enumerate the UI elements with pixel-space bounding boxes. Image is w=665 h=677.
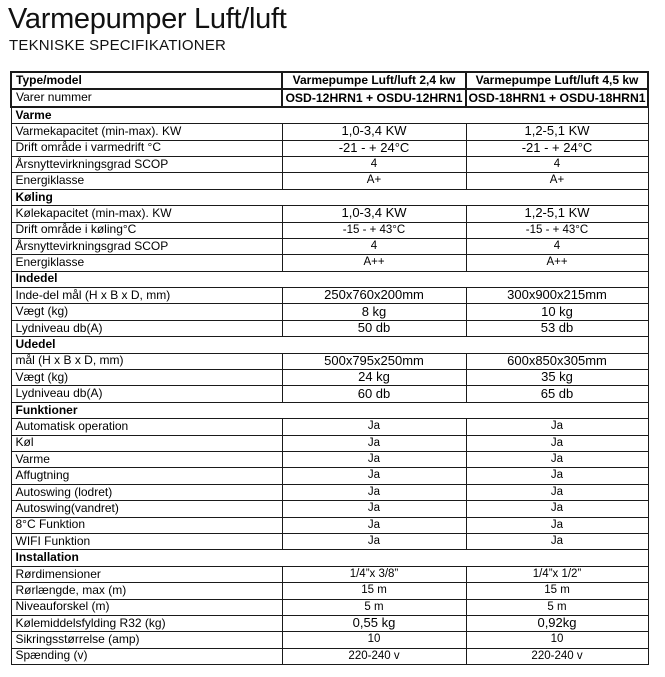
row-label: Lydniveau db(A) — [11, 386, 282, 402]
row-value-model-24kw: 4 — [282, 156, 466, 172]
row-label: Autoswing(vandret) — [11, 501, 282, 517]
row-value-model-45kw: 35 kg — [466, 370, 648, 386]
table-row — [11, 501, 648, 517]
row-value-model-24kw: A++ — [282, 255, 466, 271]
row-label: Energiklasse — [11, 255, 282, 271]
row-value-model-24kw: 250x760x200mm — [282, 288, 466, 304]
row-value-model-24kw: Ja — [282, 533, 466, 549]
row-value-model-24kw: A+ — [282, 173, 466, 189]
row-value-model-45kw: A++ — [466, 255, 648, 271]
row-value-model-24kw: 8 kg — [282, 304, 466, 320]
table-row — [11, 288, 648, 304]
row-value-model-45kw: 1/4”x 1/2” — [466, 566, 648, 582]
table-row — [11, 255, 648, 271]
row-label: Autoswing (lodret) — [11, 484, 282, 500]
section-row-installation — [11, 550, 648, 566]
row-value-model-24kw: 4 — [282, 238, 466, 254]
row-value-model-24kw: 10 — [282, 632, 466, 648]
row-value-model-45kw: Ja — [466, 533, 648, 549]
table-row — [11, 124, 648, 140]
table-row — [11, 206, 648, 222]
row-value-model-24kw: 0,55 kg — [282, 615, 466, 631]
table-row — [11, 484, 648, 500]
item-number-24kw: OSD-12HRN1 + OSDU-12HRN1 — [282, 89, 466, 106]
table-row — [11, 238, 648, 254]
row-value-model-45kw: Ja — [466, 435, 648, 451]
section-row-funktioner — [11, 402, 648, 418]
row-value-model-45kw: 300x900x215mm — [466, 288, 648, 304]
table-row — [11, 222, 648, 238]
row-label: Spænding (v) — [11, 648, 282, 664]
page-title: Varmepumper Luft/luft — [8, 3, 287, 35]
row-value-model-45kw: -15 - + 43°C — [466, 222, 648, 238]
row-value-model-24kw: 50 db — [282, 320, 466, 336]
row-value-model-45kw: 1,2-5,1 KW — [466, 206, 648, 222]
row-value-model-24kw: 24 kg — [282, 370, 466, 386]
row-label: Årsnyttevirkningsgrad SCOP — [11, 156, 282, 172]
section-row-varme — [11, 107, 648, 124]
row-value-model-24kw: Ja — [282, 419, 466, 435]
row-label: Sikringsstørrelse (amp) — [11, 632, 282, 648]
column-header-model-24kw: Varmepumpe Luft/luft 2,4 kw — [282, 72, 466, 89]
section-title: Installation — [11, 550, 648, 566]
item-number-row — [11, 89, 648, 106]
row-value-model-24kw: 60 db — [282, 386, 466, 402]
row-value-model-45kw: 10 — [466, 632, 648, 648]
row-value-model-24kw: Ja — [282, 484, 466, 500]
row-value-model-45kw: 10 kg — [466, 304, 648, 320]
table-row — [11, 320, 648, 336]
table-row — [11, 173, 648, 189]
row-label: Energiklasse — [11, 173, 282, 189]
row-label: Vægt (kg) — [11, 304, 282, 320]
table-row — [11, 599, 648, 615]
section-row-indedel — [11, 271, 648, 287]
table-row — [11, 517, 648, 533]
row-value-model-45kw: 15 m — [466, 583, 648, 599]
row-value-model-24kw: Ja — [282, 517, 466, 533]
table-row — [11, 468, 648, 484]
row-label: Rørdimensioner — [11, 566, 282, 582]
section-row-udedel — [11, 337, 648, 353]
page-subtitle: TEKNISKE SPECIFIKATIONER — [9, 37, 227, 54]
row-label: Automatisk operation — [11, 419, 282, 435]
row-label: Køl — [11, 435, 282, 451]
row-value-model-45kw: 0,92kg — [466, 615, 648, 631]
table-row — [11, 386, 648, 402]
row-value-model-45kw: Ja — [466, 468, 648, 484]
table-row — [11, 435, 648, 451]
row-value-model-24kw: 5 m — [282, 599, 466, 615]
section-title: Indedel — [11, 271, 648, 287]
row-value-model-45kw: 1,2-5,1 KW — [466, 124, 648, 140]
table-row — [11, 648, 648, 664]
table-row — [11, 353, 648, 369]
column-header-type-model: Type/model — [11, 72, 282, 89]
row-label: WIFI Funktion — [11, 533, 282, 549]
row-value-model-45kw: 65 db — [466, 386, 648, 402]
row-value-model-24kw: 220-240 v — [282, 648, 466, 664]
row-label: Kølemiddelsfylding R32 (kg) — [11, 615, 282, 631]
row-value-model-45kw: 4 — [466, 238, 648, 254]
spec-table — [10, 71, 649, 665]
row-label: Varmekapacitet (min-max). KW — [11, 124, 282, 140]
row-value-model-45kw: A+ — [466, 173, 648, 189]
row-label: Inde-del mål (H x B x D, mm) — [11, 288, 282, 304]
row-value-model-24kw: 500x795x250mm — [282, 353, 466, 369]
row-label: Kølekapacitet (min-max). KW — [11, 206, 282, 222]
row-value-model-24kw: 15 m — [282, 583, 466, 599]
row-value-model-24kw: Ja — [282, 501, 466, 517]
section-title: Varme — [11, 107, 648, 124]
row-value-model-24kw: -21 - + 24°C — [282, 140, 466, 156]
item-number-45kw: OSD-18HRN1 + OSDU-18HRN1 — [466, 89, 648, 106]
row-label: Lydniveau db(A) — [11, 320, 282, 336]
section-title: Udedel — [11, 337, 648, 353]
table-header-row — [11, 72, 648, 89]
row-label: Årsnyttevirkningsgrad SCOP — [11, 238, 282, 254]
row-value-model-45kw: 600x850x305mm — [466, 353, 648, 369]
row-value-model-45kw: Ja — [466, 484, 648, 500]
row-label: Varme — [11, 451, 282, 467]
row-value-model-45kw: Ja — [466, 501, 648, 517]
section-title: Funktioner — [11, 402, 648, 418]
table-row — [11, 451, 648, 467]
row-value-model-24kw: 1,0-3,4 KW — [282, 124, 466, 140]
row-label: Niveauforskel (m) — [11, 599, 282, 615]
spec-table-body — [11, 107, 648, 665]
table-row — [11, 156, 648, 172]
row-label: Rørlængde, max (m) — [11, 583, 282, 599]
row-value-model-45kw: Ja — [466, 517, 648, 533]
row-value-model-45kw: 220-240 v — [466, 648, 648, 664]
row-value-model-45kw: Ja — [466, 419, 648, 435]
row-value-model-45kw: -21 - + 24°C — [466, 140, 648, 156]
row-label: Drift område i køling°C — [11, 222, 282, 238]
row-value-model-45kw: 53 db — [466, 320, 648, 336]
row-value-model-45kw: 4 — [466, 156, 648, 172]
row-value-model-24kw: 1/4”x 3/8” — [282, 566, 466, 582]
row-label: mål (H x B x D, mm) — [11, 353, 282, 369]
section-title: Køling — [11, 189, 648, 205]
table-row — [11, 615, 648, 631]
row-value-model-24kw: -15 - + 43°C — [282, 222, 466, 238]
table-row — [11, 140, 648, 156]
table-row — [11, 370, 648, 386]
table-row — [11, 419, 648, 435]
item-number-label: Varer nummer — [11, 89, 282, 106]
row-label: 8°C Funktion — [11, 517, 282, 533]
row-value-model-24kw: Ja — [282, 451, 466, 467]
table-row — [11, 533, 648, 549]
row-value-model-24kw: 1,0-3,4 KW — [282, 206, 466, 222]
column-header-model-45kw: Varmepumpe Luft/luft 4,5 kw — [466, 72, 648, 89]
table-row — [11, 583, 648, 599]
row-value-model-24kw: Ja — [282, 435, 466, 451]
row-label: Drift område i varmedrift °C — [11, 140, 282, 156]
row-value-model-45kw: 5 m — [466, 599, 648, 615]
table-row — [11, 566, 648, 582]
table-row — [11, 304, 648, 320]
row-value-model-24kw: Ja — [282, 468, 466, 484]
row-label: Affugtning — [11, 468, 282, 484]
section-row-k-ling — [11, 189, 648, 205]
row-label: Vægt (kg) — [11, 370, 282, 386]
table-row — [11, 632, 648, 648]
row-value-model-45kw: Ja — [466, 451, 648, 467]
